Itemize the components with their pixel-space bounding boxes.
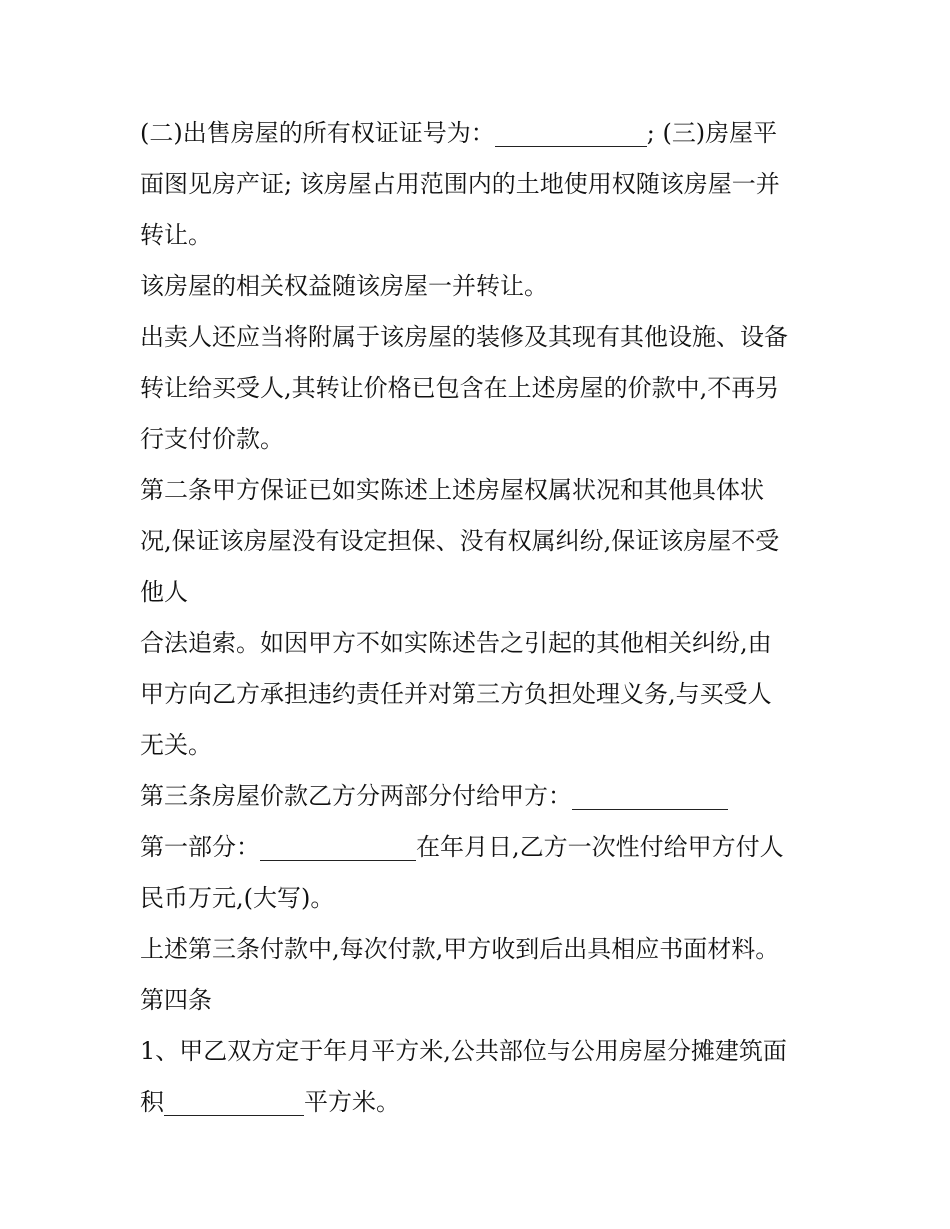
text-line xyxy=(140,822,820,873)
text-line: 该房屋的相关权益随该房屋一并转让。 xyxy=(140,272,548,300)
contract-text xyxy=(140,108,820,1128)
text-line: 上述第三条付款中,每次付款,甲方收到后出具相应书面材料。 xyxy=(140,935,780,963)
clause-text: (二)出售房屋的所有权证证号为： xyxy=(140,119,495,147)
text-line: 况,保证该房屋没有设定担保、没有权属纠纷,保证该房屋不受 xyxy=(140,527,780,555)
text-line: 1、甲乙双方定于年月平方米,公共部位与公用房屋分摊建筑面 xyxy=(140,1037,787,1065)
text-line: 转让给买受人,其转让价格已包含在上述房屋的价款中,不再另 xyxy=(140,374,780,402)
clause-text: 第一部分： xyxy=(140,833,260,861)
fill-in-blank xyxy=(572,779,728,810)
text-line: 出卖人还应当将附属于该房屋的装修及其现有其他设施、设备 xyxy=(140,323,788,351)
clause-text: ; (三)房屋平 xyxy=(646,119,778,147)
text-line: 第二条甲方保证已如实陈述上述房屋权属状况和其他具体状 xyxy=(140,476,764,504)
clause-text: 平方米。 xyxy=(304,1088,400,1116)
text-line: 转让。 xyxy=(140,221,212,249)
text-line: 面图见房产证; 该房屋占用范围内的土地使用权随该房屋一并 xyxy=(140,170,780,198)
fill-in-blank xyxy=(495,116,647,147)
clause-text: 第三条房屋价款乙方分两部分付给甲方： xyxy=(140,782,572,810)
text-line: 甲方向乙方承担违约责任并对第三方负担处理义务,与买受人 xyxy=(140,680,772,708)
fill-in-blank xyxy=(260,830,416,861)
text-line: 他人 xyxy=(140,578,188,606)
text-line: 无关。 xyxy=(140,731,212,759)
text-line xyxy=(140,1077,820,1128)
text-line: 第四条 xyxy=(140,986,212,1014)
fill-in-blank xyxy=(164,1085,304,1116)
text-line xyxy=(140,771,820,822)
clause-text: 积 xyxy=(140,1088,164,1116)
text-line: 行支付价款。 xyxy=(140,425,284,453)
text-line xyxy=(140,108,820,159)
text-line: 合法追索。如因甲方不如实陈述告之引起的其他相关纠纷,由 xyxy=(140,629,772,657)
clause-text: 在年月日,乙方一次性付给甲方付人 xyxy=(416,833,784,861)
text-line: 民币万元,(大写)。 xyxy=(140,884,335,912)
